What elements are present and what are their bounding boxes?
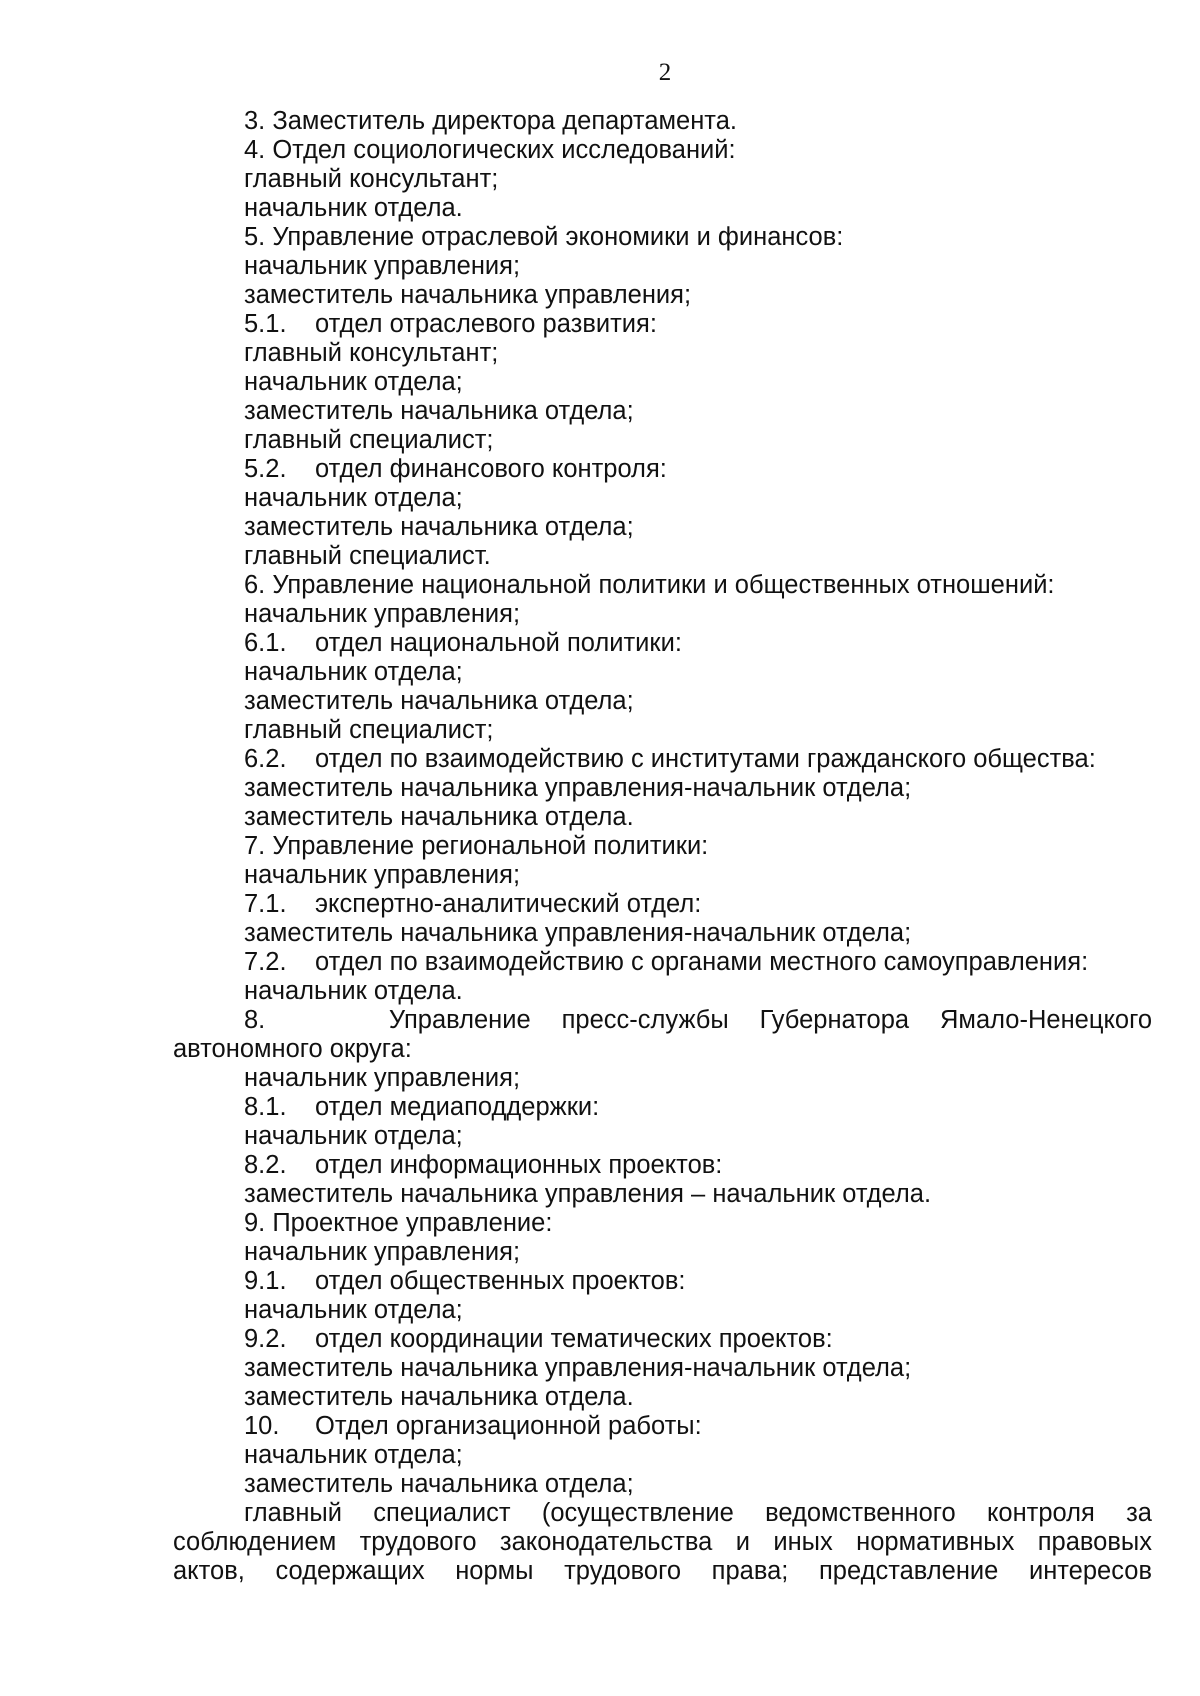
item-number: 8.1.: [244, 1093, 287, 1121]
text-line: главный специалист;: [244, 426, 494, 454]
numbered-line: [173, 1325, 1152, 1354]
text-line: начальник отдела;: [244, 1441, 463, 1469]
text-line: 7. Управление региональной политики:: [244, 832, 709, 860]
numbered-line: [173, 1093, 1152, 1122]
text-line: 5. Управление отраслевой экономики и финансов:: [244, 223, 844, 251]
text-line: заместитель начальника отдела;: [244, 1470, 634, 1498]
text-line: заместитель начальника отдела.: [244, 1383, 634, 1411]
page-number: 2: [658, 59, 672, 86]
item-text: отдел медиаподдержки:: [315, 1093, 600, 1121]
paragraph-line: соблюдением трудового законодательства и иных нормативных правовых: [173, 1528, 1152, 1556]
document-body: [173, 107, 1152, 1586]
text-line: заместитель начальника управления;: [244, 281, 692, 309]
item-text: отдел информационных проектов:: [315, 1151, 723, 1179]
item-number: 8.2.: [244, 1151, 287, 1179]
item-number: 10.: [244, 1412, 280, 1440]
text-line: начальник отдела;: [244, 484, 463, 512]
text-line: начальник управления;: [244, 1064, 521, 1092]
paragraph-line: автономного округа:: [173, 1035, 412, 1063]
numbered-line: [173, 629, 1152, 658]
item-number: 5.2.: [244, 455, 287, 483]
text-line: начальник управления;: [244, 600, 521, 628]
paragraph-first-line: 8. Управление пресс-службы Губернатора Ямало-Ненецкого: [244, 1006, 1152, 1034]
numbered-line: [173, 745, 1152, 774]
item-text: отдел национальной политики:: [315, 629, 682, 657]
text-line: начальник управления;: [244, 1238, 521, 1266]
text-line: начальник отдела;: [244, 658, 463, 686]
text-line: заместитель начальника отдела;: [244, 687, 634, 715]
text-line: начальник отдела.: [244, 977, 463, 1005]
paragraph-line: актов, содержащих нормы трудового права; представление интересов: [173, 1557, 1152, 1585]
text-line: начальник управления;: [244, 861, 521, 889]
text-line: главный консультант;: [244, 339, 499, 367]
item-number: 9.2.: [244, 1325, 287, 1353]
item-text: отдел координации тематических проектов:: [315, 1325, 833, 1353]
text-line: главный консультант;: [244, 165, 499, 193]
text-line: 4. Отдел социологических исследований:: [244, 136, 736, 164]
item-number: 9.1.: [244, 1267, 287, 1295]
item-number: 6.1.: [244, 629, 287, 657]
text-line: 9. Проектное управление:: [244, 1209, 553, 1237]
text-line: начальник отдела;: [244, 368, 463, 396]
text-line: заместитель начальника отдела;: [244, 513, 634, 541]
text-line: 6. Управление национальной политики и общественных отношений:: [244, 571, 1055, 599]
paragraph-first-line: главный специалист (осуществление ведомственного контроля за: [244, 1499, 1152, 1527]
item-text: отдел по взаимодействию с органами местного самоуправления:: [315, 948, 1089, 976]
text-line: заместитель начальника управления-начальник отдела;: [244, 1354, 912, 1382]
text-line: начальник отдела;: [244, 1122, 463, 1150]
text-line: заместитель начальника отдела.: [244, 803, 634, 831]
item-number: 5.1.: [244, 310, 287, 338]
item-number: 7.1.: [244, 890, 287, 918]
item-number: 7.2.: [244, 948, 287, 976]
item-text: отдел по взаимодействию с институтами гражданского общества:: [315, 745, 1096, 773]
numbered-line: [173, 948, 1152, 977]
numbered-line: [173, 1267, 1152, 1296]
numbered-line: [173, 455, 1152, 484]
numbered-line: [173, 1412, 1152, 1441]
text-line: начальник управления;: [244, 252, 521, 280]
item-text: экспертно-аналитический отдел:: [315, 890, 702, 918]
item-text: отдел общественных проектов:: [315, 1267, 686, 1295]
numbered-line: [173, 310, 1152, 339]
text-line: заместитель начальника управления-начальник отдела;: [244, 774, 912, 802]
text-line: начальник отдела;: [244, 1296, 463, 1324]
text-line: заместитель начальника отдела;: [244, 397, 634, 425]
text-line: начальник отдела.: [244, 194, 463, 222]
item-text: отдел финансового контроля:: [315, 455, 667, 483]
numbered-line: [173, 890, 1152, 919]
text-line: главный специалист;: [244, 716, 494, 744]
text-line: 3. Заместитель директора департамента.: [244, 107, 737, 135]
text-line: заместитель начальника управления-начальник отдела;: [244, 919, 912, 947]
item-text: отдел отраслевого развития:: [315, 310, 657, 338]
text-line: главный специалист.: [244, 542, 491, 570]
item-text: Отдел организационной работы:: [315, 1412, 702, 1440]
numbered-line: [173, 1151, 1152, 1180]
item-number: 6.2.: [244, 745, 287, 773]
text-line: заместитель начальника управления – начальник отдела.: [244, 1180, 932, 1208]
